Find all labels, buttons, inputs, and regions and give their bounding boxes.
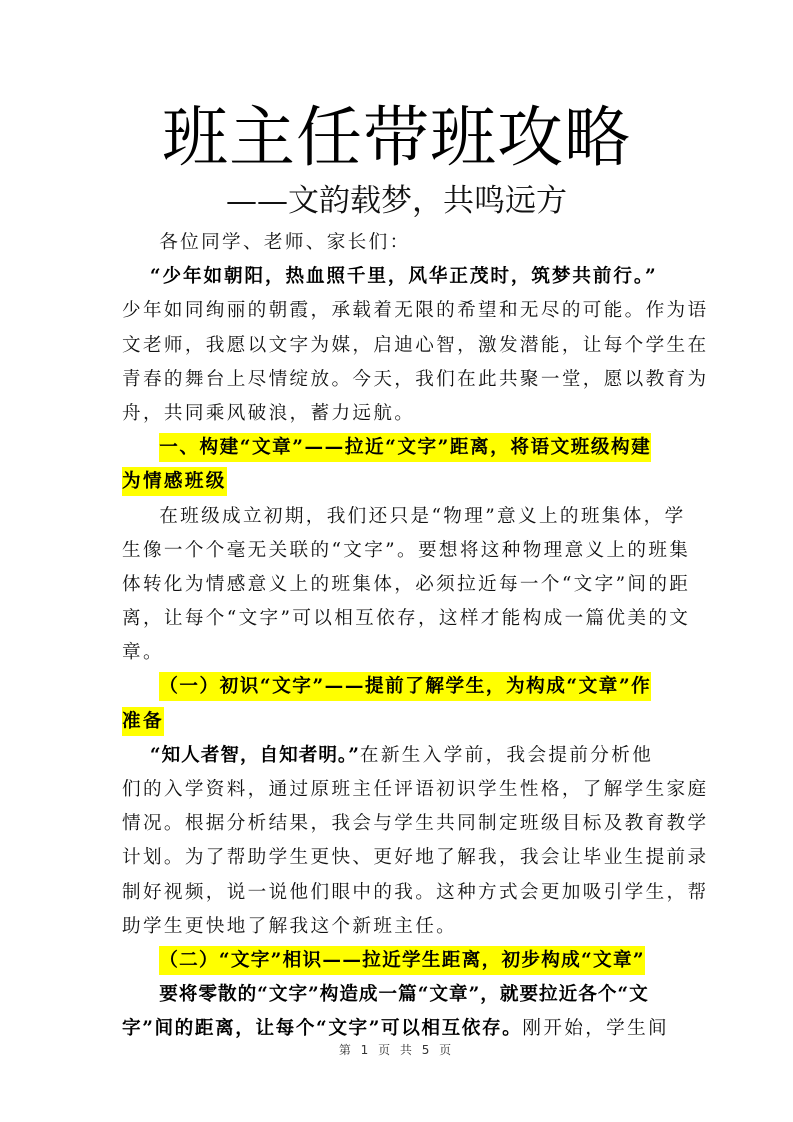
subsection1-line: 计划。为了帮助学生更快、更好地了解我，我会让毕业生提前录 — [122, 847, 709, 869]
section1-para-line: 在班级成立初期，我们还只是“物理”意义上的班集体，学 — [159, 505, 686, 527]
section1-heading — [122, 431, 675, 465]
section1-heading-line2: 为情感班级 — [122, 467, 227, 496]
subsection2-heading-text: （二）“文字”相识——拉近学生距离，初步构成“文章” — [159, 946, 645, 975]
subsection1-line: 制好视频，说一说他们眼中的我。这种方式会更加吸引学生，帮 — [122, 881, 709, 903]
subsection1-line: 们的入学资料，通过原班主任评语初识学生性格，了解学生家庭 — [122, 779, 709, 800]
intro-line: 舟，共同乘风破浪，蓄力远航。 — [122, 402, 416, 424]
intro-line: 文老师，我愿以文字为媒，启迪心智，激发潜能，让每个学生在 — [122, 334, 709, 356]
subsection1-heading-line2: 准备 — [122, 707, 164, 736]
subsection1-line: 情况。根据分析结果，我会与学生共同制定班级目标及教育教学 — [122, 813, 709, 835]
subsection1-heading — [122, 670, 675, 704]
section1-para-line: 章。 — [122, 642, 164, 664]
subsection2-line1: 要将零散的“文字”构造成一篇“文章”，就要拉近各个“文 — [159, 984, 649, 1006]
intro-quote: “少年如朝阳，热血照千里，风华正茂时，筑梦共前行。” — [149, 266, 658, 288]
section1-para-line: 体转化为情感意义上的班集体，必须拉近每一个“文字”间的距 — [122, 573, 691, 595]
section1-heading-cont — [122, 465, 675, 499]
document-body — [122, 226, 709, 1047]
document-subtitle: ——文韵载梦，共鸣远方 — [226, 183, 567, 219]
subsection1-first-line-rest: 在新生入学前，我会提前分析他 — [359, 744, 654, 766]
subsection1-heading-cont — [122, 705, 675, 739]
subsection1-quote: “知人者智，自知者明。” — [149, 744, 360, 766]
subsection1-line: 助学生更快地了解我这个新班主任。 — [122, 915, 458, 937]
section1-heading-line1: 一、构建“文章”——拉近“文字”距离，将语文班级构建 — [159, 433, 651, 462]
subsection2-heading — [122, 944, 675, 978]
section1-para-line: 生像一个个毫无关联的“文字”。要想将这种物理意义上的班集 — [122, 539, 691, 561]
greeting: 各位同学、老师、家长们： — [159, 232, 411, 253]
subsection2-line2-bold: 字”间的距离，让每个“文字”可以相互依存。 — [122, 1018, 523, 1040]
subsection1-first-line — [122, 739, 675, 773]
subsection1-heading-line1: （一）初识“文字”——提前了解学生，为构成“文章”作 — [159, 672, 651, 701]
section1-para-line: 离，让每个“文字”可以相互依存，这样才能构成一篇优美的文 — [122, 608, 691, 630]
intro-line: 青春的舞台上尽情绽放。今天，我们在此共聚一堂，愿以教育为 — [122, 368, 709, 390]
page-footer: 第 1 页 共 5 页 — [338, 1043, 455, 1057]
document-title: 班主任带班攻略 — [162, 99, 631, 176]
intro-line: 少年如同绚丽的朝霞，承载着无限的希望和无尽的可能。作为语 — [122, 300, 709, 322]
subsection2-line2-rest: 刚开始，学生间 — [522, 1018, 669, 1040]
